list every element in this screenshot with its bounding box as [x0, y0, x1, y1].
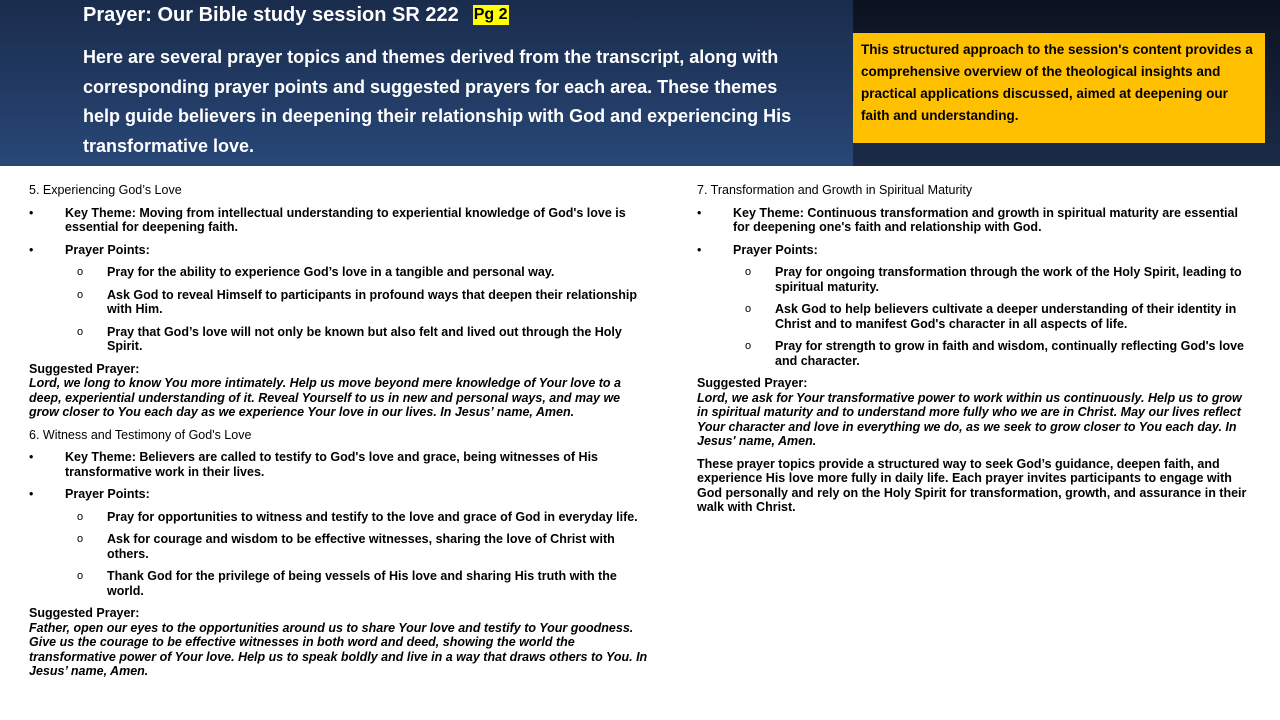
suggested-prayer-text: Father, open our eyes to the opportunities around us to share Your love and testify to Your goodness. Give us the courage to be effective witnesses in both word and deed, showing the world the transformative power of Your love. Help us to speak boldly and live in a way that draws others to You. In Jesus’ name, Amen.: [29, 620, 648, 678]
suggested-prayer-label: Suggested Prayer:: [697, 376, 808, 390]
prayer-points-list: [65, 510, 649, 599]
page-number-badge: Pg 2: [473, 6, 508, 23]
page-title: [83, 4, 509, 27]
prayer-points: [29, 243, 649, 354]
prayer-points-label: Prayer Points:: [733, 242, 818, 257]
key-theme: • Key Theme: Believers are called to testify to God's love and grace, being witnesses of His transformative work in their lives.: [29, 450, 649, 479]
intro-paragraph: Here are several prayer topics and themes derived from the transcript, along with corresponding prayer points and suggested prayers for each area. These themes help guide believers in deepening their relationship with God and experiencing His transformative love.: [83, 47, 792, 156]
section-experiencing-gods-love: [29, 183, 649, 420]
prayer-point: o Ask God to help believers cultivate a deeper understanding of their identity in Christ and to manifest God's character in all aspects of life.: [733, 302, 1247, 331]
section-witness-and-testimony: [29, 428, 649, 679]
prayer-point: o Ask God to reveal Himself to participants in profound ways that deepen their relationship with Him.: [65, 288, 649, 317]
section-bullets: [29, 450, 649, 598]
section-title: 6. Witness and Testimony of God's Love: [29, 427, 252, 442]
key-theme: • Key Theme: Continuous transformation and growth in spiritual maturity are essential for deepening one's faith and relationship with God.: [697, 206, 1247, 235]
prayer-point: o Pray for opportunities to witness and testify to the love and grace of God in everyday life.: [65, 510, 649, 525]
suggested-prayer-label: Suggested Prayer:: [29, 361, 140, 376]
header-banner: [0, 0, 1280, 166]
key-theme: • Key Theme: Moving from intellectual understanding to experiential knowledge of God's love is essential for deepening faith.: [29, 206, 649, 235]
prayer-point: o Thank God for the privilege of being vessels of His love and sharing His truth with the world.: [65, 569, 649, 598]
prayer-point: o Pray for strength to grow in faith and wisdom, continually reflecting God's love and character.: [733, 339, 1247, 368]
section-transformation-and-growth: [697, 183, 1247, 449]
prayer-points-list: [65, 265, 649, 354]
suggested-prayer-text: Lord, we ask for Your transformative power to work within us continuously. Help us to grow in spiritual maturity and to understand more fully who we are in Christ. May our lives reflect Your character and love in everything we do, as we seek to grow closer to You each day. In Jesus' name, Amen.: [697, 390, 1242, 448]
summary-callout-box: This structured approach to the session's content provides a comprehensive overview of the theological insights and practical applications discussed, aimed at deepening our faith and understanding.: [853, 33, 1265, 143]
prayer-points: [29, 487, 649, 598]
suggested-prayer-text: Lord, we long to know You more intimately. Help us move beyond mere knowledge of Your love to a deep, experiential understanding of it. Reveal Yourself to us in new and personal ways, and may we grow closer to You each day as we experience Your love in our lives. In Jesus’ name, Amen.: [29, 376, 621, 419]
closing-paragraph: These prayer topics provide a structured way to seek God’s guidance, deepen faith, and experience His love more fully in daily life. Each prayer invites participants to engage with God personally and rely on the Holy Spirit for transformation, growth, and assurance in their walk with Christ.: [697, 456, 1247, 514]
right-column: [697, 183, 1247, 515]
left-column: [29, 183, 649, 687]
prayer-point: o Ask for courage and wisdom to be effective witnesses, sharing the love of Christ with others.: [65, 532, 649, 561]
prayer-points-label: Prayer Points:: [65, 242, 150, 257]
section-bullets: [29, 206, 649, 354]
prayer-point: o Pray that God’s love will not only be known but also felt and lived out through the Holy Spirit.: [65, 325, 649, 354]
prayer-point: o Pray for ongoing transformation through the work of the Holy Spirit, leading to spiritual maturity.: [733, 265, 1247, 294]
section-title: 7. Transformation and Growth in Spiritual Maturity: [697, 183, 973, 197]
prayer-points: [697, 243, 1247, 369]
prayer-points-list: [733, 265, 1247, 368]
prayer-point: o Pray for the ability to experience God’s love in a tangible and personal way.: [65, 265, 649, 280]
section-bullets: [697, 206, 1247, 369]
section-title: 5. Experiencing God’s Love: [29, 183, 182, 197]
suggested-prayer-label: Suggested Prayer:: [29, 606, 140, 620]
prayer-points-label: Prayer Points:: [65, 487, 150, 501]
page-title-text: Prayer: Our Bible study session SR 222: [83, 4, 459, 26]
